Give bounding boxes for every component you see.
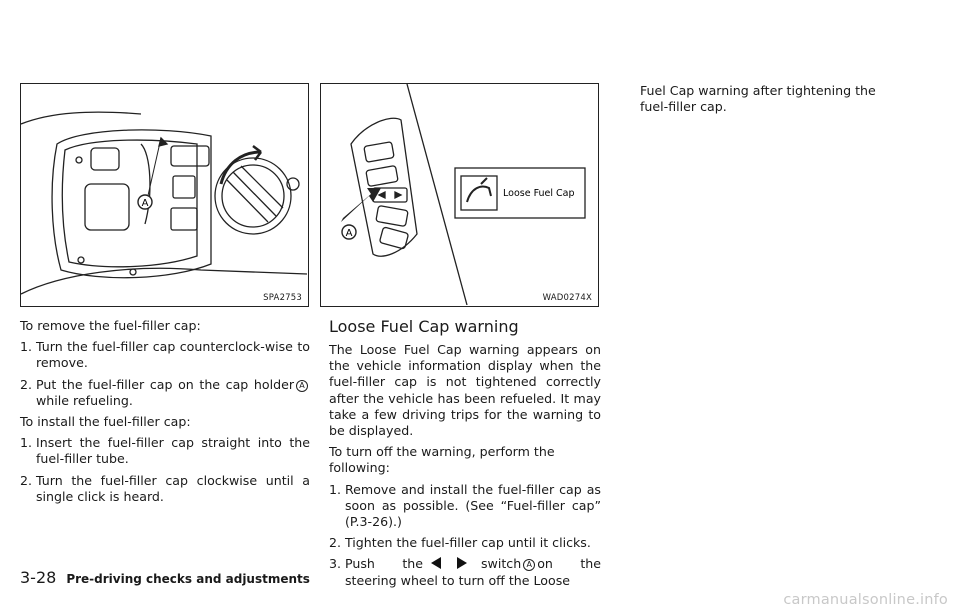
section-title: Pre-driving checks and adjustments xyxy=(66,572,310,586)
list-item: 1. Turn the fuel-filler cap counterclock-wise to remove. xyxy=(20,339,310,371)
list-item: 1. Insert the fuel-filler cap straight into the fuel-filler tube. xyxy=(20,435,310,467)
list-item: 2. Tighten the fuel-filler cap until it clicks. xyxy=(329,535,591,551)
left-column xyxy=(20,318,310,510)
right-column xyxy=(640,83,902,120)
fuel-filler-illustration xyxy=(21,84,307,305)
middle-column xyxy=(329,318,601,594)
figure-fuel-filler-cap xyxy=(20,83,309,307)
marker-a: A xyxy=(296,380,308,392)
display-loose-fuel-cap-text: Loose Fuel Cap xyxy=(503,188,575,199)
remove-intro: To remove the fuel-filler cap: xyxy=(20,318,201,333)
figure-loose-fuel-cap-display xyxy=(320,83,599,307)
marker-a: A xyxy=(523,559,535,571)
right-arrow-switch-icon xyxy=(457,557,467,569)
install-intro: To install the fuel-filler cap: xyxy=(20,414,191,430)
watermark: carmanualsonline.info xyxy=(783,592,948,608)
figure2-callout: A xyxy=(345,228,353,239)
steering-switch-illustration xyxy=(321,84,597,305)
figure1-callout: A xyxy=(141,198,149,209)
section-heading: Loose Fuel Cap warning xyxy=(329,317,519,336)
figure1-code: SPA2753 xyxy=(263,293,302,303)
list-item: 1. Remove and install the fuel-filler cap as soon as possible. (See “Fuel-filler cap” (P.3-26).) xyxy=(329,481,601,530)
list-item: 2. Turn the fuel-filler cap clockwise until a single click is heard. xyxy=(20,472,310,504)
continued-text: Fuel Cap warning after tightening the fuel-filler cap. xyxy=(640,83,876,115)
page-number: 3-28 xyxy=(20,568,57,587)
figure2-code: WAD0274X xyxy=(542,293,592,303)
list-item: 3. Push the switch A on the steering wheel to turn off the Loose xyxy=(329,556,601,588)
list-item: 2. Put the fuel-filler cap on the cap holder Awhile refueling. xyxy=(20,377,310,409)
warning-paragraph: The Loose Fuel Cap warning appears on the vehicle information display when the fuel-filler cap is not tightened correctly after the vehicle has been refueled. It may take a few driving trips for the warning to be displayed. xyxy=(329,342,601,439)
page-footer xyxy=(20,568,310,587)
turn-off-intro: To turn off the warning, perform the following: xyxy=(329,444,555,476)
left-arrow-switch-icon xyxy=(431,557,441,569)
